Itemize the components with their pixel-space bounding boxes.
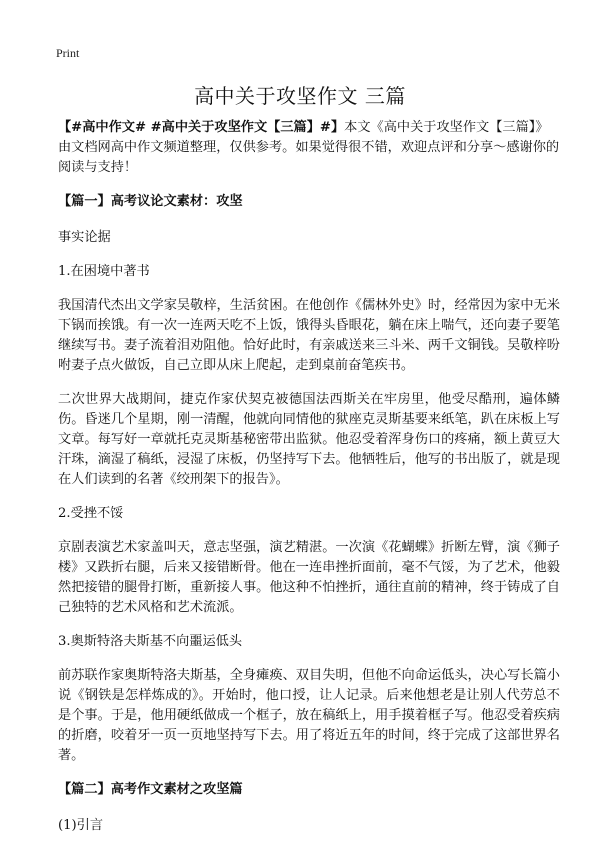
intro-text: 本文《高中关于攻坚作文【三篇】》由文档网高中作文频道整理，仅供参考。如果觉得很不错，欢迎点评和分享～感谢你的阅读与支持！ bbox=[58, 120, 560, 175]
page-title: 高中关于攻坚作文 三篇 bbox=[194, 84, 406, 108]
section-subheading: 事实论据 bbox=[58, 230, 111, 245]
section-heading-2: 【篇二】高考作文素材之攻坚篇 bbox=[58, 782, 243, 797]
section-subheading: (1)引言 bbox=[58, 818, 104, 833]
item-title-2: 2.受挫不馁 bbox=[58, 506, 124, 521]
item-paragraph: 前苏联作家奥斯特洛夫斯基，全身瘫痪、双目失明，但他不向命运低头，决心写长篇小说《钢铁是怎样炼成的》。开始时，他口授，让人记录。后来他想老是让别人代劳总不是个事。于是，他用硬纸做成一个框子，放在稿纸上，用手摸着框子写。他忍受着疾病的折磨，咬着牙一页一页地坚持写下去。用了将近五年的时间，终于完成了这部世界名著。 bbox=[58, 668, 560, 763]
print-link[interactable]: Print bbox=[56, 46, 80, 60]
section-heading-1: 【篇一】高考议论文素材：攻坚 bbox=[58, 194, 243, 209]
item-title-1: 1.在困境中著书 bbox=[58, 264, 150, 279]
article-content bbox=[58, 118, 560, 850]
item-paragraph: 我国清代杰出文学家吴敬梓，生活贫困。在他创作《儒林外史》时，经常因为家中无米下锅而挨饿。有一次一连两天吃不上饭，饿得头昏眼花，躺在床上喘气，还向妻子要笔继续写书。妻子流着泪劝阻他。恰好此时，有亲戚送来三斗米、两千文铜钱。吴敬梓吩咐妻子点火做饭，自己立即从床上爬起，走到桌前奋笔疾书。 bbox=[58, 298, 560, 373]
item-paragraph: 京剧表演艺术家盖叫天，意志坚强，演艺精湛。一次演《花蝴蝶》折断左臂，演《狮子楼》又跌折右腿，后来又接错断骨。他在一连串挫折面前，毫不气馁，为了艺术，他毅然把接错的腿骨打断，重新接人事。他这种不怕挫折，通往直前的精神，终于铸成了自己独特的艺术风格和艺术流派。 bbox=[58, 540, 560, 615]
item-paragraph: 二次世界大战期间，捷克作家伏契克被德国法西斯关在牢房里，他受尽酷刑，遍体鳞伤。昏迷几个星期，刚一清醒，他就向同情他的狱座克灵斯基要来纸笔，趴在床板上写文章。每写好一章就托克灵斯基秘密带出监狱。他忍受着浑身伤口的疼痛，额上黄豆大汗珠，滴湿了稿纸，浸湿了床板，仍坚持写下去。他牺牲后，他写的书出版了，就是现在人们读到的名著《绞刑架下的报告》。 bbox=[58, 392, 560, 487]
intro-tag: 【#高中作文# #高中关于攻坚作文【三篇】#】 bbox=[58, 120, 345, 135]
intro-paragraph bbox=[58, 118, 560, 178]
item-title-3: 3.奥斯特洛夫斯基不向噩运低头 bbox=[58, 634, 243, 649]
